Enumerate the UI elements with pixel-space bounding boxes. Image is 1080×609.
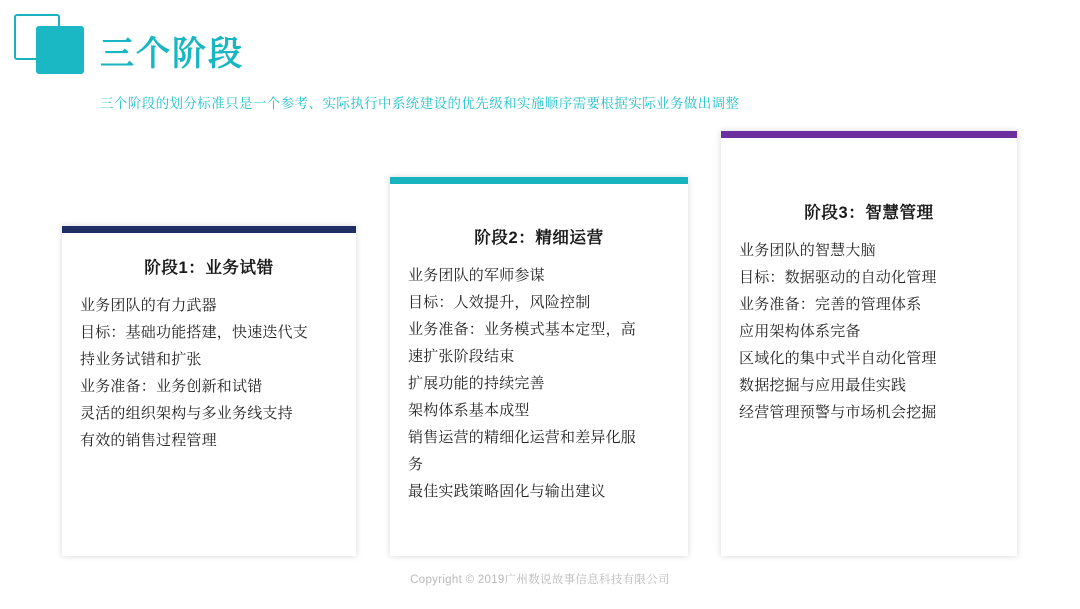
stage-card-1-title: 阶段1：业务试错 bbox=[144, 259, 274, 277]
stage-card-2-line: 务 bbox=[408, 456, 424, 473]
page-title: 三个阶段 bbox=[100, 35, 244, 73]
stage-card-3-line: 业务准备：完善的管理体系 bbox=[739, 296, 922, 313]
stage-card-2-line: 业务团队的军师参谋 bbox=[408, 267, 545, 284]
stage-card-2-line: 架构体系基本成型 bbox=[408, 402, 530, 419]
stage-card-3-line: 区域化的集中式半自动化管理 bbox=[739, 350, 937, 367]
stage-card-3-line: 经营管理预警与市场机会挖掘 bbox=[739, 404, 937, 421]
stage-card-3-body bbox=[721, 237, 1017, 426]
page-subtitle: 三个阶段的划分标准只是一个参考、实际执行中系统建设的优先级和实施顺序需要根据实际业务做出调整 bbox=[100, 96, 740, 111]
stage-card-2-line: 扩展功能的持续完善 bbox=[408, 375, 545, 392]
stage-card-3-line: 数据挖掘与应用最佳实践 bbox=[739, 377, 907, 394]
stage-card-2-line: 最佳实践策略固化与输出建议 bbox=[408, 483, 606, 500]
stage-card-1-line: 灵活的组织架构与多业务线支持 bbox=[80, 405, 293, 422]
stage-card-2-line: 业务准备：业务模式基本定型，高 bbox=[408, 321, 637, 338]
stage-card-2-line: 销售运营的精细化运营和差异化服 bbox=[408, 429, 637, 446]
stage-card-2-line: 目标：人效提升，风险控制 bbox=[408, 294, 591, 311]
stage-card-1-line: 持业务试错和扩张 bbox=[80, 351, 202, 368]
stage-card-1-line: 有效的销售过程管理 bbox=[80, 432, 217, 449]
stage-card-1-body bbox=[62, 292, 356, 454]
stage-card-3-line: 应用架构体系完备 bbox=[739, 323, 861, 340]
stage-card-3 bbox=[721, 131, 1017, 556]
card-accent-bar bbox=[390, 177, 688, 184]
stage-card-3-line: 业务团队的智慧大脑 bbox=[739, 242, 876, 259]
card-accent-bar bbox=[721, 131, 1017, 138]
stage-card-2-line: 速扩张阶段结束 bbox=[408, 348, 515, 365]
stage-card-3-title: 阶段3：智慧管理 bbox=[804, 204, 934, 222]
stage-card-2-body bbox=[390, 262, 688, 505]
stage-card-1-line: 业务准备：业务创新和试错 bbox=[80, 378, 263, 395]
card-accent-bar bbox=[62, 226, 356, 233]
stage-card-1-line: 业务团队的有力武器 bbox=[80, 297, 217, 314]
stage-card-2 bbox=[390, 177, 688, 556]
footer-copyright: Copyright © 2019广州数说故事信息科技有限公司 bbox=[410, 574, 670, 586]
stage-card-1 bbox=[62, 226, 356, 556]
stage-card-1-line: 目标：基础功能搭建，快速迭代支 bbox=[80, 324, 309, 341]
decorative-square-filled-icon bbox=[36, 26, 84, 74]
stage-card-2-title: 阶段2：精细运营 bbox=[474, 229, 604, 247]
stage-card-3-line: 目标：数据驱动的自动化管理 bbox=[739, 269, 937, 286]
